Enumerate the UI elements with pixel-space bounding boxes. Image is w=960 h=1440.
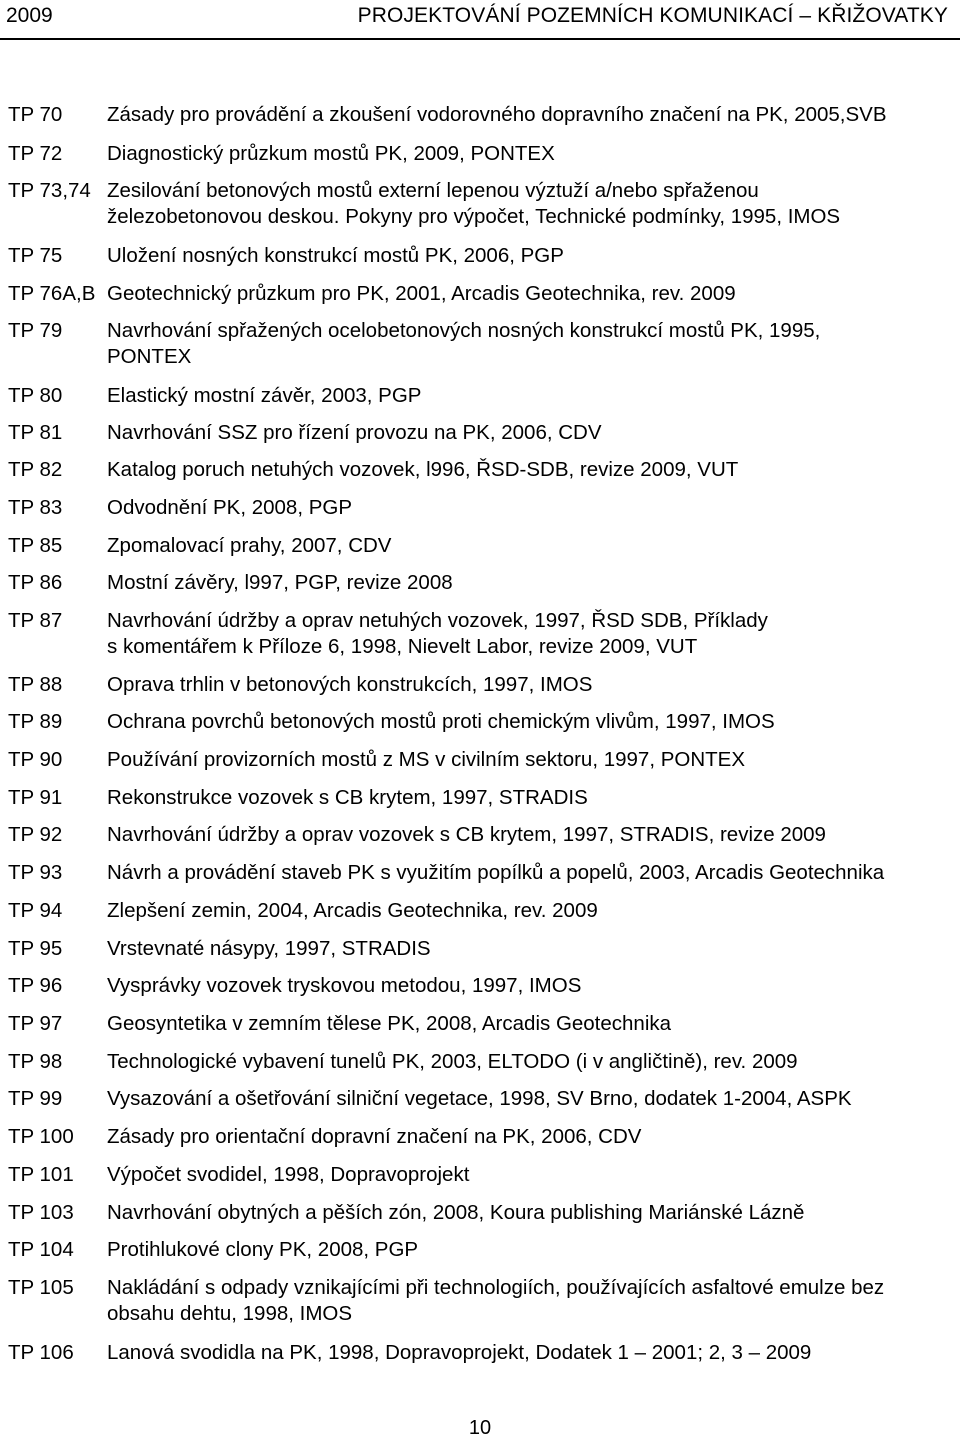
entry-title: Mostní závěry, l997, PGP, revize 2008 (107, 571, 453, 594)
entry-code: TP 79 (8, 319, 63, 342)
entry-code: TP 93 (8, 861, 63, 884)
entry-code: TP 98 (8, 1050, 63, 1073)
entry-code: TP 92 (8, 823, 63, 846)
entry-title: Protihlukové clony PK, 2008, PGP (107, 1238, 419, 1261)
entry-code: TP 75 (8, 244, 63, 267)
entry-title-continuation: PONTEX (107, 345, 192, 368)
entry-title: Zlepšení zemin, 2004, Arcadis Geotechnika, rev. 2009 (107, 899, 598, 922)
entry-title: Vysazování a ošetřování silniční vegetace, 1998, SV Brno, dodatek 1-2004, ASPK (107, 1087, 852, 1110)
header-year: 2009 (6, 4, 53, 27)
entry-title: Lanová svodidla na PK, 1998, Dopravoprojekt, Dodatek 1 – 2001; 2, 3 – 2009 (107, 1341, 812, 1364)
entry-code: TP 73,74 (8, 179, 91, 202)
entry-title: Geosyntetika v zemním tělese PK, 2008, Arcadis Geotechnika (107, 1012, 672, 1035)
entry-code: TP 72 (8, 142, 63, 165)
entry-code: TP 76A,B (8, 282, 96, 305)
entry-title-continuation: železobetonovou deskou. Pokyny pro výpočet, Technické podmínky, 1995, IMOS (107, 205, 841, 228)
entry-title: Diagnostický průzkum mostů PK, 2009, PONTEX (107, 142, 555, 165)
entry-title: Navrhování údržby a oprav netuhých vozovek, 1997, ŘSD SDB, Příklady (107, 609, 768, 632)
entry-title-continuation: s komentářem k Příloze 6, 1998, Nievelt Labor, revize 2009, VUT (107, 635, 698, 658)
entry-code: TP 82 (8, 458, 63, 481)
entry-code: TP 91 (8, 786, 63, 809)
entry-title: Uložení nosných konstrukcí mostů PK, 2006, PGP (107, 244, 564, 267)
entry-title: Odvodnění PK, 2008, PGP (107, 496, 353, 519)
entry-code: TP 97 (8, 1012, 63, 1035)
entry-title: Navrhování obytných a pěších zón, 2008, Koura publishing Mariánské Lázně (107, 1201, 805, 1224)
entry-code: TP 80 (8, 384, 63, 407)
header-title: PROJEKTOVÁNÍ POZEMNÍCH KOMUNIKACÍ – KŘIŽOVATKY (357, 4, 948, 27)
entry-title: Výpočet svodidel, 1998, Dopravoprojekt (107, 1163, 470, 1186)
entry-title: Technologické vybavení tunelů PK, 2003, ELTODO (i v angličtině), rev. 2009 (107, 1050, 798, 1073)
entry-code: TP 99 (8, 1087, 63, 1110)
entry-title: Návrh a provádění staveb PK s využitím popílků a popelů, 2003, Arcadis Geotechnika (107, 861, 885, 884)
entry-title: Oprava trhlin v betonových konstrukcích, 1997, IMOS (107, 673, 593, 696)
entry-code: TP 81 (8, 421, 63, 444)
entry-code: TP 87 (8, 609, 63, 632)
page-header (0, 0, 960, 34)
entry-title-continuation: obsahu dehtu, 1998, IMOS (107, 1302, 353, 1325)
entry-title: Navrhování spřažených ocelobetonových nosných konstrukcí mostů PK, 1995, (107, 319, 821, 342)
entry-code: TP 94 (8, 899, 63, 922)
entry-title: Vysprávky vozovek tryskovou metodou, 1997, IMOS (107, 974, 582, 997)
entry-code: TP 88 (8, 673, 63, 696)
entry-code: TP 105 (8, 1276, 74, 1299)
entry-title: Rekonstrukce vozovek s CB krytem, 1997, STRADIS (107, 786, 588, 809)
entry-title: Navrhování údržby a oprav vozovek s CB krytem, 1997, STRADIS, revize 2009 (107, 823, 826, 846)
entry-code: TP 89 (8, 710, 63, 733)
entry-title: Nakládání s odpady vznikajícími při technologiích, používajících asfaltové emulze bez (107, 1276, 885, 1299)
entry-code: TP 90 (8, 748, 63, 771)
entry-title: Elastický mostní závěr, 2003, PGP (107, 384, 422, 407)
entry-code: TP 100 (8, 1125, 74, 1148)
entry-title: Zásady pro provádění a zkoušení vodorovného dopravního značení na PK, 2005,SVB (107, 103, 887, 126)
page-number: 10 (468, 1417, 492, 1439)
entry-title: Používání provizorních mostů z MS v civilním sektoru, 1997, PONTEX (107, 748, 746, 771)
entry-code: TP 85 (8, 534, 63, 557)
header-rule (0, 38, 960, 40)
entry-title: Geotechnický průzkum pro PK, 2001, Arcadis Geotechnika, rev. 2009 (107, 282, 736, 305)
entry-code: TP 96 (8, 974, 63, 997)
entry-title: Zpomalovací prahy, 2007, CDV (107, 534, 392, 557)
entry-title: Vrstevnaté násypy, 1997, STRADIS (107, 937, 431, 960)
entry-title: Navrhování SSZ pro řízení provozu na PK, 2006, CDV (107, 421, 602, 444)
entry-code: TP 83 (8, 496, 63, 519)
entry-code: TP 95 (8, 937, 63, 960)
entry-code: TP 101 (8, 1163, 74, 1186)
entry-title: Ochrana povrchů betonových mostů proti chemickým vlivům, 1997, IMOS (107, 710, 775, 733)
entry-code: TP 86 (8, 571, 63, 594)
entry-code: TP 70 (8, 103, 63, 126)
entry-code: TP 104 (8, 1238, 74, 1261)
entry-title: Zásady pro orientační dopravní značení na PK, 2006, CDV (107, 1125, 642, 1148)
entry-title: Katalog poruch netuhých vozovek, l996, ŘSD-SDB, revize 2009, VUT (107, 458, 739, 481)
entry-title: Zesilování betonových mostů externí lepenou výztuží a/nebo spřaženou (107, 179, 759, 202)
entry-code: TP 106 (8, 1341, 74, 1364)
entry-code: TP 103 (8, 1201, 74, 1224)
